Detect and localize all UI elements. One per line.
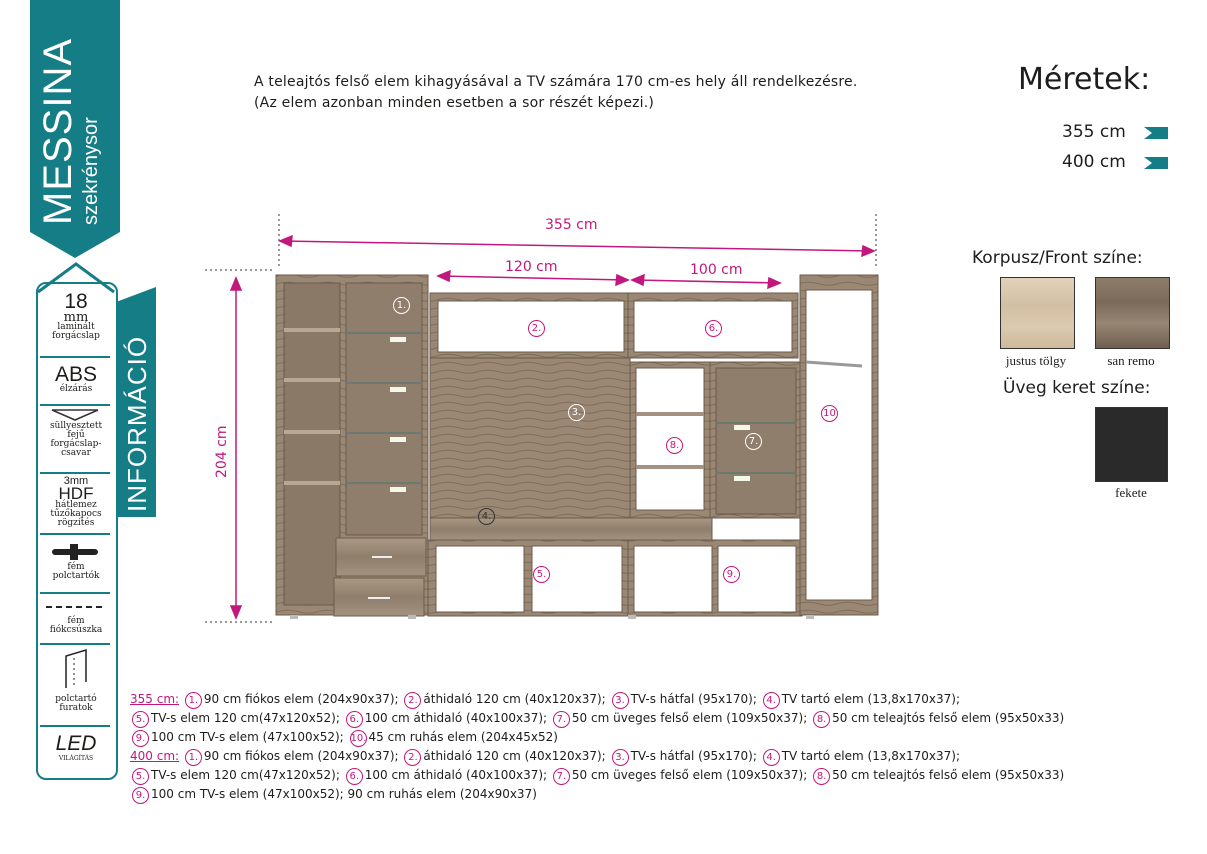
legend-b-row-3: 9. 100 cm TV-s elem (47x100x52); 90 cm ruhás elem (204x90x37) <box>130 785 1064 804</box>
legend-b-row-1: 400 cm: 1. 90 cm fiókos elem (204x90x37); 2. áthidaló 120 cm (40x120x37); 3. TV-s hátfal (95x170); 4. TV tartó elem (13,8x170x37); <box>130 747 1064 766</box>
marker-5: 5. <box>533 566 550 583</box>
brand-name: MESSINA <box>36 37 80 225</box>
dim-seg2-label: 100 cm <box>690 262 743 278</box>
marker-2: 2. <box>528 320 545 337</box>
swatch-fekete-label: fekete <box>1115 485 1147 500</box>
marker-8: 8. <box>666 437 683 454</box>
swatch-justus-label: justus tölgy <box>1005 353 1067 368</box>
legend <box>130 690 1064 804</box>
feature-shelf-holes: polctartó furatok <box>55 694 97 713</box>
legend-a-row-2: 5. TV-s elem 120 cm(47x120x52); 6. 100 cm áthidaló (40x100x37); 7. 50 cm üveges felső elem (109x50x37); 8. 50 cm teleajtós felső elem (95x50x33) <box>130 709 1064 728</box>
feature-hdf: 3mm HDF hátlemez tűzőkapocs rögzítés <box>50 475 102 528</box>
swatch-san-remo-label: san remo <box>1107 353 1155 368</box>
feature-drawer-slide: fém fiókcsúszka <box>49 616 103 635</box>
legend-b-row-2: 5. TV-s elem 120 cm(47x120x52); 6. 100 cm áthidaló (40x100x37); 7. 50 cm üveges felső elem (109x50x37); 8. 50 cm teleajtós felső elem (95x50x33) <box>130 766 1064 785</box>
marker-10: 10 <box>821 405 838 422</box>
sizes-title: Méretek: <box>1018 62 1151 97</box>
dim-width-label: 355 cm <box>545 217 598 233</box>
feature-abs: ABS élzárás <box>54 363 98 394</box>
dim-seg1-label: 120 cm <box>505 259 558 275</box>
info-tab-label: INFORMÁCIÓ <box>122 335 152 512</box>
note-line-1: A teleajtós felső elem kihagyásával a TV számára 170 cm-es hely áll rendelkezésre. <box>254 74 858 90</box>
marker-7: 7. <box>745 433 762 450</box>
marker-4: 4. <box>478 508 495 525</box>
marker-3: 3. <box>568 404 585 421</box>
marker-1: 1. <box>393 297 410 314</box>
feature-18mm: 18 mm laminált forgácslap <box>52 290 100 341</box>
dim-height-label: 204 cm <box>214 425 230 478</box>
marker-9: 9. <box>723 566 740 583</box>
marker-6: 6. <box>705 320 722 337</box>
size-400: 400 cm <box>1062 152 1126 172</box>
brand-subtitle: szekrénysor <box>80 117 102 225</box>
corpus-color-title: Korpusz/Front színe: <box>972 248 1143 268</box>
size-355: 355 cm <box>1062 122 1126 142</box>
legend-a-row-1: 355 cm: 1. 90 cm fiókos elem (204x90x37); 2. áthidaló 120 cm (40x120x37); 3. TV-s hátfal (95x170); 4. TV tartó elem (13,8x170x37); <box>130 690 1064 709</box>
legend-a-row-3: 9. 100 cm TV-s elem (47x100x52); 10. 45 cm ruhás elem (204x45x52) <box>130 728 1064 747</box>
note-line-2: (Az elem azonban minden esetben a sor részét képezi.) <box>254 95 655 111</box>
glass-color-title: Üveg keret színe: <box>1003 378 1151 398</box>
feature-shelf-support: fém polctartók <box>52 562 100 581</box>
feature-screw: süllyesztett fejű forgácslap- csavar <box>49 421 103 458</box>
feature-led: LED VILÁGÍTÁS <box>55 732 97 762</box>
